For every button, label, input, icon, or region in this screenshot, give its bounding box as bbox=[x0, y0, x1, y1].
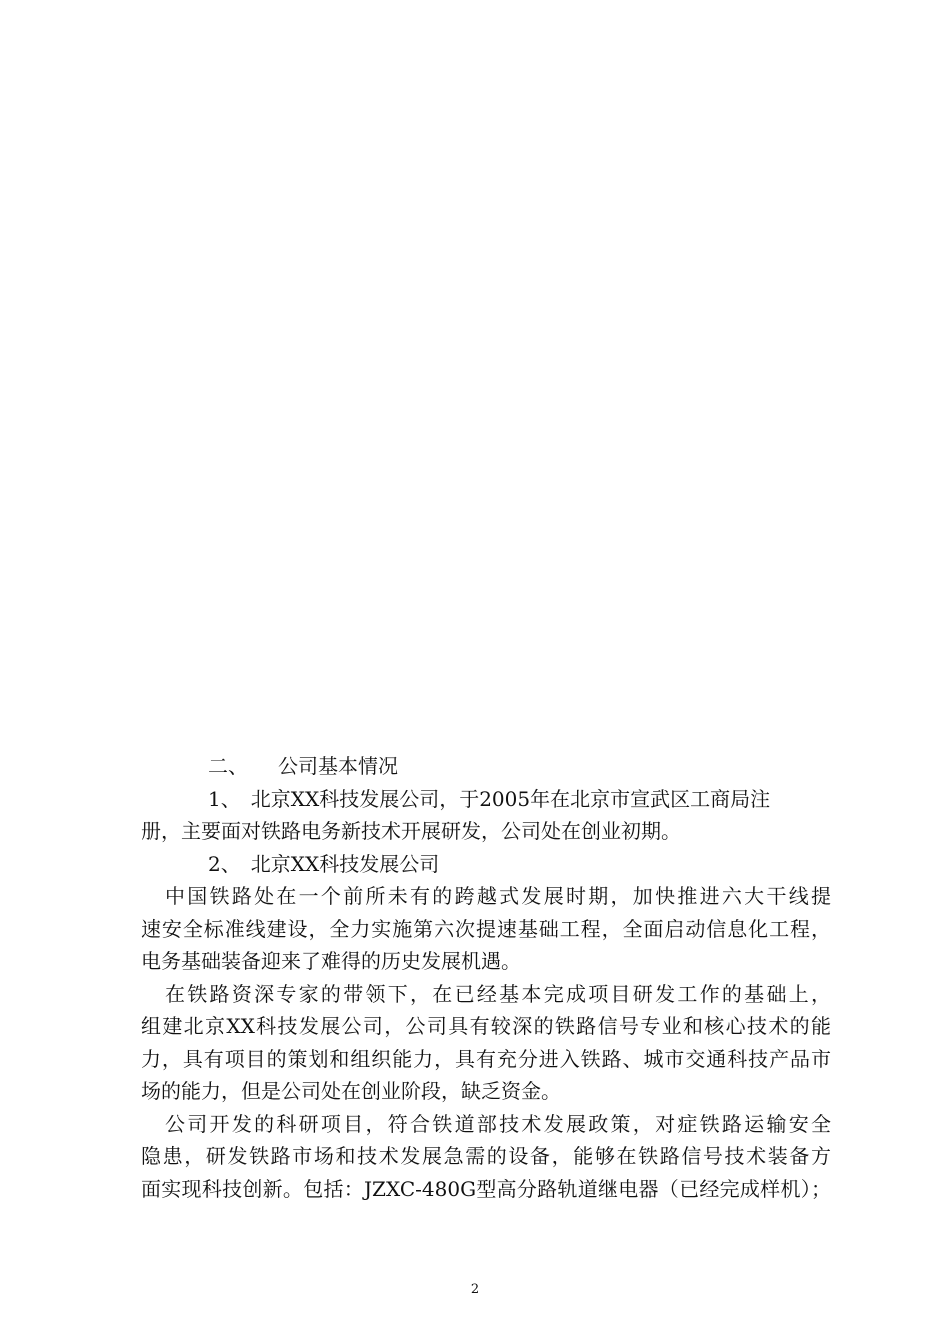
paragraph-line: 面实现科技创新。包括：JZXC-480G型高分路轨道继电器（已经完成样机）； bbox=[141, 1176, 831, 1201]
item-1-line-2: 册，主要面对铁路电务新技术开展研发，公司处在创业初期。 bbox=[141, 819, 681, 843]
item-2-heading bbox=[141, 848, 831, 881]
item-2-title: 北京XX科技发展公司 bbox=[250, 851, 440, 876]
paragraph-line: 电务基础装备迎来了难得的历史发展机遇。 bbox=[141, 949, 521, 973]
paragraph-1 bbox=[141, 880, 831, 978]
section-number: 二、 bbox=[208, 754, 248, 778]
paragraph-line: 中国铁路处在一个前所未有的跨越式发展时期，加快推进六大干线提 bbox=[165, 884, 831, 908]
item-1-line-1 bbox=[141, 783, 831, 816]
paragraph-3 bbox=[141, 1108, 831, 1206]
paragraph-line: 力，具有项目的策划和组织能力，具有充分进入铁路、城市交通科技产品市 bbox=[141, 1046, 831, 1071]
document-body bbox=[141, 750, 831, 1205]
paragraph-line: 隐患，研发铁路市场和技术发展急需的设备，能够在铁路信号技术装备方 bbox=[141, 1144, 831, 1168]
item-1-text: 北京XX科技发展公司，于2005年在北京市宣武区工商局注 bbox=[250, 786, 771, 811]
section-heading bbox=[141, 750, 831, 783]
page-number: 2 bbox=[470, 1282, 480, 1297]
paragraph-line: 在铁路资深专家的带领下，在已经基本完成项目研发工作的基础上， bbox=[165, 981, 831, 1006]
paragraph-line: 组建北京XX科技发展公司，公司具有较深的铁路信号专业和核心技术的能 bbox=[141, 1014, 831, 1038]
item-1-number: 1、 bbox=[208, 786, 241, 811]
paragraph-line: 公司开发的科研项目，符合铁道部技术发展政策，对症铁路运输安全 bbox=[165, 1111, 831, 1136]
paragraph-line: 速安全标准线建设，全力实施第六次提速基础工程，全面启动信息化工程， bbox=[141, 916, 831, 941]
paragraph-2 bbox=[141, 978, 831, 1108]
section-title: 公司基本情况 bbox=[278, 754, 398, 778]
paragraph-line: 场的能力，但是公司处在创业阶段，缺乏资金。 bbox=[141, 1079, 561, 1103]
item-2-number: 2、 bbox=[208, 851, 241, 876]
